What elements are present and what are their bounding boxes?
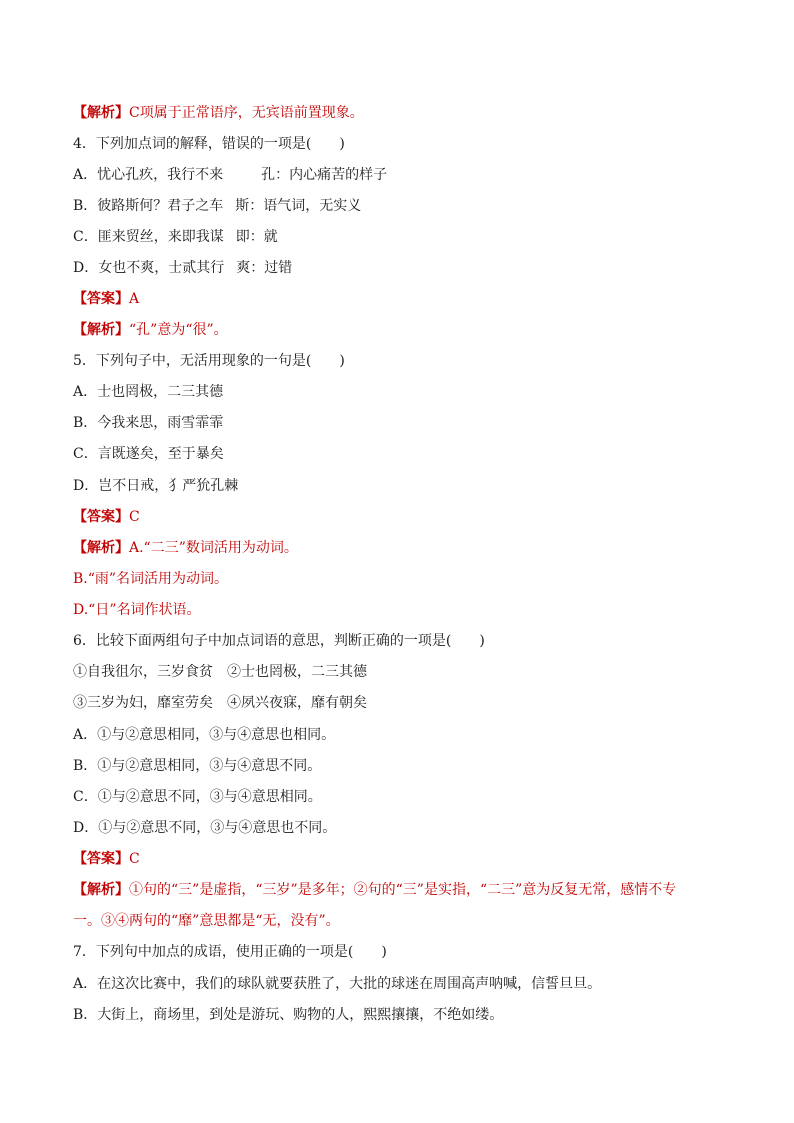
answer-tag: 【答案】 <box>73 509 129 525</box>
answer-line <box>73 507 754 527</box>
question-6-option-c: C．①与②意思不同，③与④意思相同。 <box>73 789 322 805</box>
question-6-option-a: A．①与②意思相同，③与④意思也相同。 <box>73 727 336 743</box>
answer-line <box>73 849 754 869</box>
analysis-continuation: 一。③④两句的“靡”意思都是“无，没有”。 <box>73 913 340 929</box>
question-4-option-a: A．忧心孔疚，我行不来 孔：内心痛苦的样子 <box>73 167 388 183</box>
question-6-option-d: D．①与②意思不同，③与④意思也不同。 <box>73 820 337 836</box>
question-6-sentences-1: ①自我徂尔，三岁食贫 ②士也罔极，二三其德 <box>73 664 367 680</box>
question-4-option-b: B．彼路斯何？君子之车 斯：语气词，无实义 <box>73 198 362 214</box>
analysis-text: A.“二三”数词活用为动词。 <box>129 540 298 556</box>
question-5-option-d: D．岂不日戒，犭严狁孔棘 <box>73 478 239 494</box>
question-6-stem: 6．比较下面两组句子中加点词语的意思，判断正确的一项是( ) <box>73 633 485 649</box>
analysis-line <box>73 103 754 123</box>
question-5-option-a: A．士也罔极，二三其德 <box>73 384 224 400</box>
analysis-line <box>73 538 754 558</box>
answer-value: C <box>129 851 140 867</box>
question-7-stem: 7．下列句中加点的成语，使用正确的一项是( ) <box>73 944 387 960</box>
analysis-continuation: B.“雨”名词活用为动词。 <box>73 571 229 587</box>
analysis-text: ①句的“三”是虚指，“三岁”是多年；②句的“三”是实指，“二三”意为反复无常，感情不专 <box>129 882 677 898</box>
question-4-option-d: D．女也不爽，士贰其行 爽：过错 <box>73 260 293 276</box>
analysis-text: C项属于正常语序，无宾语前置现象。 <box>129 105 364 121</box>
analysis-text: “孔”意为“很”。 <box>129 322 228 338</box>
answer-tag: 【答案】 <box>73 291 129 307</box>
answer-value: A <box>129 291 140 307</box>
analysis-line <box>73 320 754 340</box>
answer-tag: 【答案】 <box>73 851 129 867</box>
analysis-tag: 【解析】 <box>73 322 129 338</box>
analysis-tag: 【解析】 <box>73 105 129 121</box>
question-6-option-b: B．①与②意思相同，③与④意思不同。 <box>73 758 322 774</box>
analysis-tag: 【解析】 <box>73 540 129 556</box>
question-5-stem: 5．下列句子中，无活用现象的一句是( ) <box>73 353 345 369</box>
question-6-sentences-2: ③三岁为妇，靡室劳矣 ④夙兴夜寐，靡有朝矣 <box>73 695 367 711</box>
analysis-continuation: D.“日”名词作状语。 <box>73 602 201 618</box>
analysis-tag: 【解析】 <box>73 882 129 898</box>
answer-line <box>73 289 754 309</box>
question-4-stem: 4．下列加点词的解释，错误的一项是( ) <box>73 136 345 152</box>
question-7-option-b: B．大街上，商场里，到处是游玩、购物的人，熙熙攘攘，不绝如缕。 <box>73 1007 504 1023</box>
question-5-option-b: B．今我来思，雨雪霏霏 <box>73 415 224 431</box>
question-7-option-a: A．在这次比赛中，我们的球队就要获胜了，大批的球迷在周围高声呐喊，信誓旦旦。 <box>73 976 602 992</box>
question-5-option-c: C．言既遂矣，至于暴矣 <box>73 446 224 462</box>
question-4-option-c: C．匪来贸丝，来即我谋 即：就 <box>73 229 278 245</box>
analysis-line <box>73 880 754 900</box>
answer-value: C <box>129 509 140 525</box>
